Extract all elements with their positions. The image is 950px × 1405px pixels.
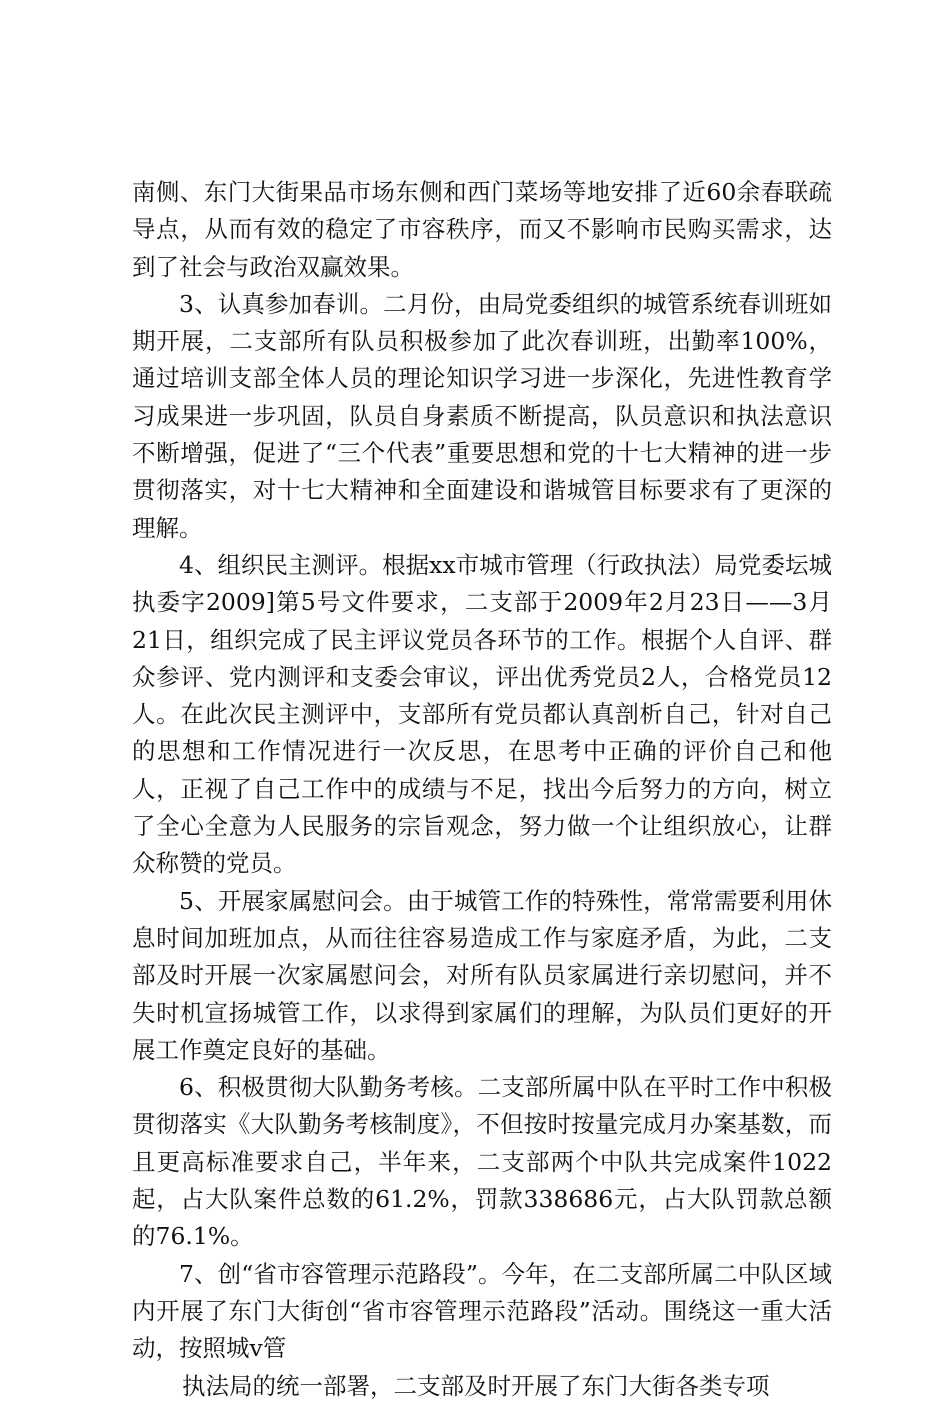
paragraph-continuation: 南侧、东门大街果品市场东侧和西门菜场等地安排了近60余春联疏导点，从而有效的稳定了市容秩序，而又不影响市民购买需求，达到了社会与政治双赢效果。 xyxy=(132,178,832,281)
document-body xyxy=(132,174,832,1405)
paragraph-trailing-line: 执法局的统一部署，二支部及时开展了东门大街各类专项 xyxy=(182,1371,770,1400)
paragraph-demonstration-road: 7、创“省市容管理示范路段”。今年，在二支部所属二中队区域内开展了东门大街创“省市容管理示范路段”活动。围绕这一重大活动，按照城v管 xyxy=(132,1259,832,1363)
paragraph-spring-training: 3、认真参加春训。二月份，由局党委组织的城管系统春训班如期开展，二支部所有队员积极参加了此次春训班，出勤率100%，通过培训支部全体人员的理论知识学习进一步深化，先进性教育学习成果进一步巩固，队员自身素质不断提高，队员意识和执法意识不断增强，促进了“三个代表”重要思想和党的十七大精神的进一步贯彻落实，对十七大精神和全面建设和谐城管目标要求有了更深的理解。 xyxy=(132,289,832,542)
paragraph-duty-assessment: 6、积极贯彻大队勤务考核。二支部所属中队在平时工作中积极贯彻落实《大队勤务考核制度》，不但按时按量完成月办案基数，而且更高标准要求自己，半年来，二支部两个中队共完成案件1022起，占大队案件总数的61.2%，罚款338686元，占大队罚款总额的76.1%。 xyxy=(132,1073,832,1251)
paragraph-democratic-evaluation: 4、组织民主测评。根据xx市城市管理（行政执法）局党委坛城执委字2009]第5号文件要求，二支部于2009年2月23日——3月21日，组织完成了民主评议党员各环节的工作。根据个人自评、群众参评、党内测评和支委会审议，评出优秀党员2人，合格党员12人。在此次民主测评中，支部所有党员都认真剖析自己，针对自己的思想和工作情况进行一次反思，在思考中正确的评价自己和他人，正视了自己工作中的成绩与不足，找出今后努力的方向，树立了全心全意为人民服务的宗旨观念，努力做一个让组织放心，让群众称赞的党员。 xyxy=(132,550,832,878)
paragraph-family-visit: 5、开展家属慰问会。由于城管工作的特殊性，常常需要利用休息时间加班加点，从而往往容易造成工作与家庭矛盾，为此，二支部及时开展一次家属慰问会，对所有队员家属进行亲切慰问，并不失时机宣扬城管工作，以求得到家属们的理解，为队员们更好的开展工作奠定良好的基础。 xyxy=(132,886,832,1064)
